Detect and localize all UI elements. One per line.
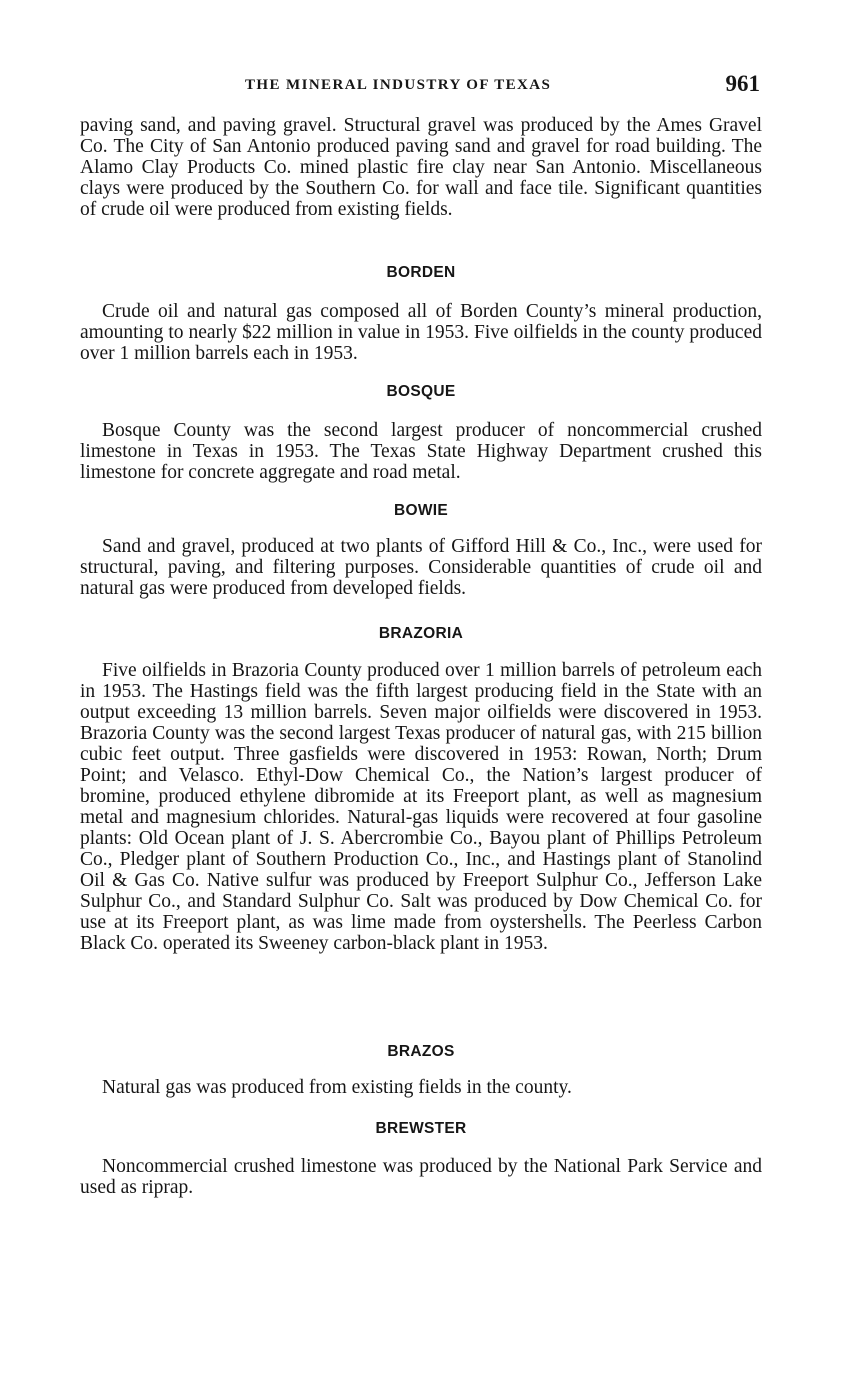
section-heading-bowie: BOWIE [393, 502, 449, 519]
running-head [80, 71, 762, 104]
section-heading-borden: BORDEN [386, 264, 456, 281]
running-title: THE MINERAL INDUSTRY OF TEXAS [245, 77, 552, 93]
section-paragraph-brazos: Natural gas was produced from existing fields in the county. [102, 1077, 572, 1098]
section-paragraph-brazoria: Five oilfields in Brazoria County produced over 1 million barrels of petroleum each in 1953. The Hastings field was the fifth largest producing field in the State with an output exceeding 13 million barrels. Seven major oilfields were discovered in 1953. Brazoria County was the second largest Texas producer of natural gas, with 215 billion cubic feet output. Three gasfields were discovered in 1953: Rowan, North; Drum Point; and Velasco. Ethyl-Dow Chemical Co., the Nation’s largest producer of bromine, produced ethylene dibromide at its Freeport plant, as well as magnesium metal and magnesium chlorides. Natural-gas liquids were recovered at four gasoline plants: Old Ocean plant of J. S. Abercrombie Co., Bayou plant of Phillips Petroleum Co., Pledger plant of Southern Production Co., Inc., and Hastings plant of Stanolind Oil & Gas Co. Native sulfur was produced by Freeport Sulphur Co., Jefferson Lake Sulphur Co., and Standard Sulphur Co. Salt was produced by Dow Chemical Co. for use at its Freeport plant, as was lime made from oystershells. The Peerless Carbon Black Co. operated its Sweeney carbon-black plant in 1953. [80, 660, 762, 954]
section-heading-brewster: BREWSTER [375, 1120, 467, 1137]
page-number: 961 [725, 71, 760, 96]
section-paragraph-bosque: Bosque County was the second largest producer of noncommercial crushed limestone in Texas in 1953. The Texas State Highway Department crushed this limestone for concrete aggregate and road metal. [80, 420, 762, 483]
section-paragraph-bowie: Sand and gravel, produced at two plants of Gifford Hill & Co., Inc., were used for structural, paving, and filtering purposes. Considerable quantities of crude oil and natural gas were produced from developed fields. [80, 536, 762, 599]
section-heading-brazos: BRAZOS [387, 1043, 455, 1060]
intro-paragraph: paving sand, and paving gravel. Structural gravel was produced by the Ames Gravel Co. The City of San Antonio produced paving sand and gravel for road building. The Alamo Clay Products Co. mined plastic fire clay near San Antonio. Miscellaneous clays were produced by the Southern Co. for wall and face tile. Significant quantities of crude oil were produced from existing fields. [80, 115, 762, 220]
section-paragraph-borden: Crude oil and natural gas composed all of Borden County’s mineral production, amounting to nearly $22 million in value in 1953. Five oilfields in the county produced over 1 million barrels each in 1953. [80, 301, 762, 364]
section-heading-brazoria: BRAZORIA [378, 625, 464, 642]
section-heading-bosque: BOSQUE [386, 383, 456, 400]
section-paragraph-brewster: Noncommercial crushed limestone was produced by the National Park Service and used as riprap. [80, 1156, 762, 1198]
